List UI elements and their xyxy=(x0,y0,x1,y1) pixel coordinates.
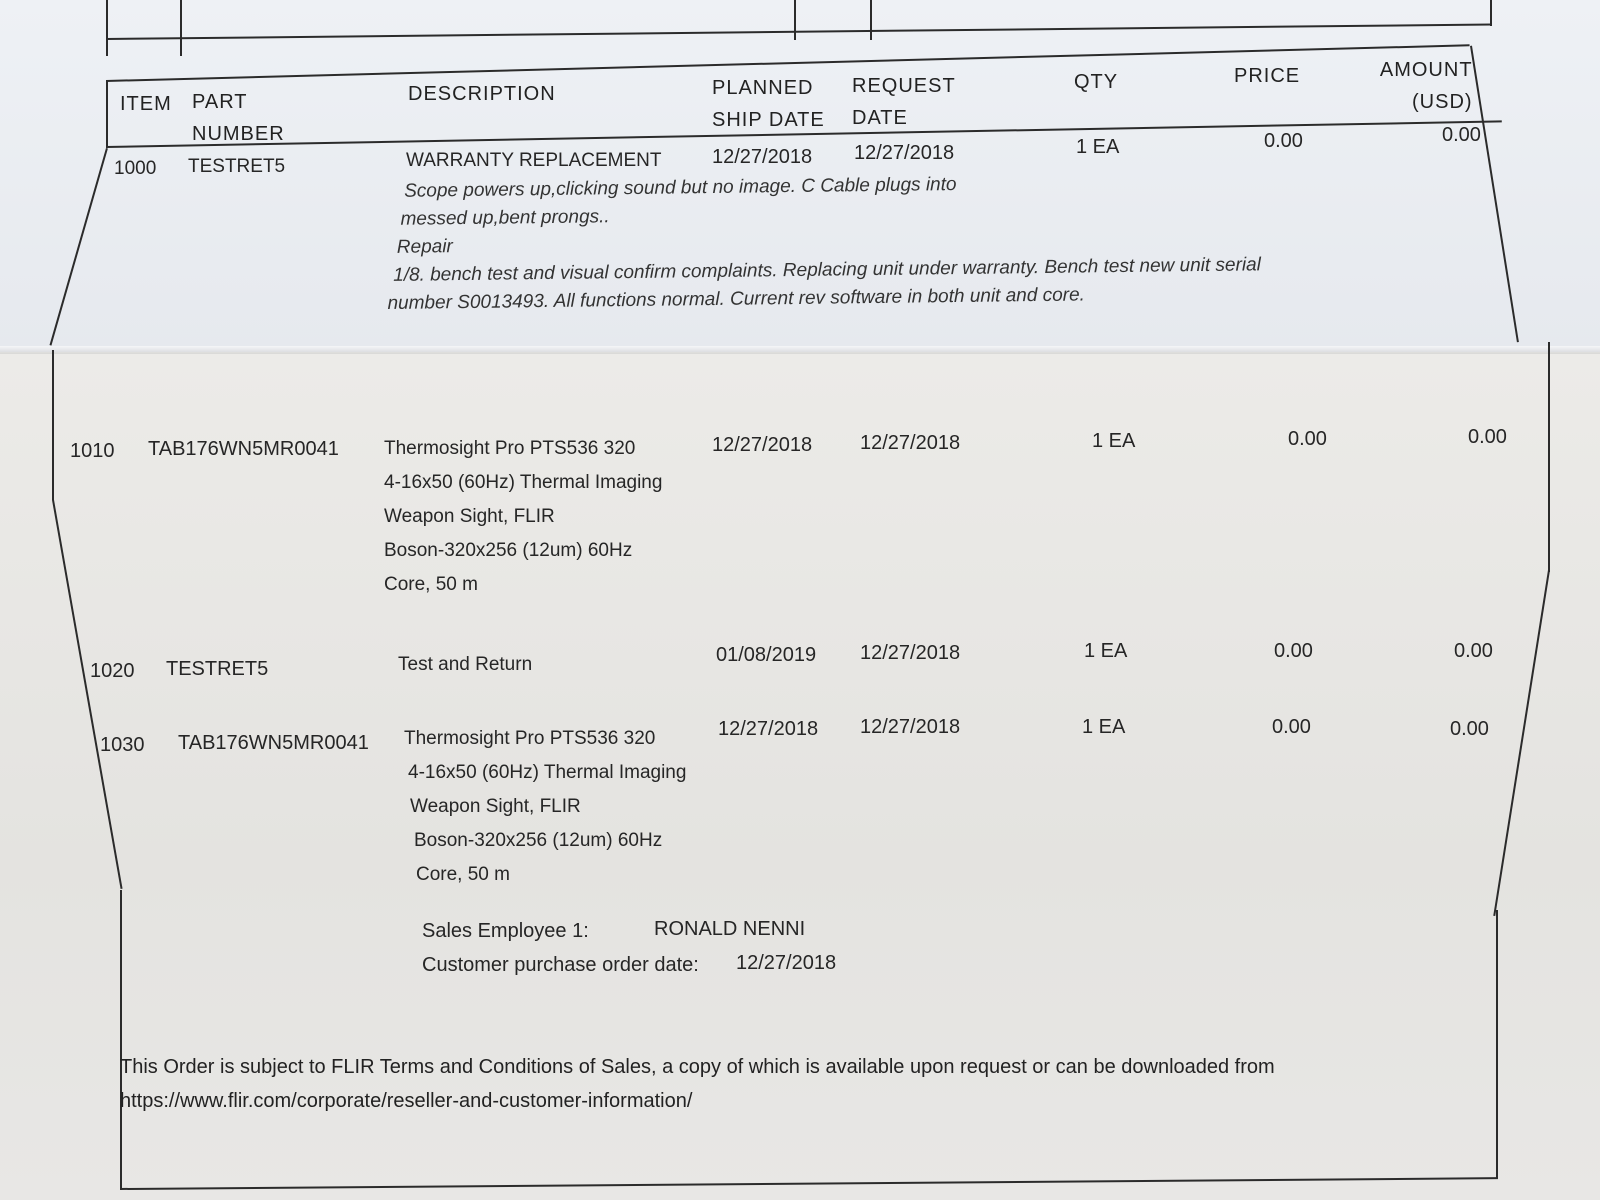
header-planned-ship-date xyxy=(712,72,825,136)
top-box-divider-3 xyxy=(870,0,872,40)
table-left-border-mid xyxy=(52,350,54,500)
row-part-number: TESTRET5 xyxy=(166,658,269,680)
table-left-border-bottom xyxy=(120,890,122,1190)
row-planned-ship-date: 12/27/2018 xyxy=(712,146,813,168)
desc-line: Weapon Sight, FLIR xyxy=(410,796,581,817)
desc-line: Boson-320x256 (12um) 60Hz xyxy=(384,540,633,561)
row-request-date: 12/27/2018 xyxy=(854,142,955,164)
row-description xyxy=(384,432,662,602)
row-item: 1020 xyxy=(90,660,135,682)
desc-line: 4-16x50 (60Hz) Thermal Imaging xyxy=(384,472,663,493)
terms-and-conditions xyxy=(120,1050,1275,1118)
top-box-divider-2 xyxy=(794,0,796,40)
po-date-label: Customer purchase order date: xyxy=(422,954,699,976)
note-line: messed up,bent prongs.. xyxy=(400,206,610,230)
row-item: 1030 xyxy=(100,734,145,756)
row-amount: 0.00 xyxy=(1442,124,1481,146)
header-qty: QTY xyxy=(1074,71,1119,93)
desc-line: Thermosight Pro PTS536 320 xyxy=(384,438,636,459)
header-amount xyxy=(1378,54,1473,118)
row-price: 0.00 xyxy=(1288,428,1327,450)
header-description: DESCRIPTION xyxy=(408,83,556,105)
header-part-number xyxy=(192,86,285,150)
row-part-number: TAB176WN5MR0041 xyxy=(178,732,369,754)
header-part-line1: PART xyxy=(192,91,248,113)
top-box-right-border xyxy=(1490,0,1492,26)
row-part-number: TESTRET5 xyxy=(188,156,286,177)
row-description: WARRANTY REPLACEMENT xyxy=(406,150,662,171)
row-repair-notes xyxy=(384,167,1261,318)
row-item: 1010 xyxy=(70,440,115,462)
row-amount: 0.00 xyxy=(1450,718,1489,740)
note-line: 1/8. bench test and visual confirm complaints. Replacing unit under warranty. Bench test new unit serial xyxy=(393,254,1262,286)
header-amount-line1: AMOUNT xyxy=(1379,59,1473,81)
po-date-value: 12/27/2018 xyxy=(736,952,837,974)
row-qty: 1 EA xyxy=(1076,136,1120,158)
note-line: Repair xyxy=(396,236,453,258)
header-item: ITEM xyxy=(120,93,172,115)
header-request-date xyxy=(852,70,956,134)
table-right-border-bottom xyxy=(1496,910,1498,1178)
header-price: PRICE xyxy=(1234,65,1301,87)
table-right-border-mid xyxy=(1548,342,1550,572)
row-price: 0.00 xyxy=(1274,640,1313,662)
sales-employee-value: RONALD NENNI xyxy=(654,918,806,940)
row-price: 0.00 xyxy=(1272,716,1311,738)
top-box-left-border xyxy=(106,0,108,56)
row-description xyxy=(404,722,686,892)
desc-line: Core, 50 m xyxy=(416,864,510,885)
row-amount: 0.00 xyxy=(1468,426,1507,448)
row-request-date: 12/27/2018 xyxy=(860,432,961,454)
row-qty: 1 EA xyxy=(1092,430,1136,452)
sales-employee-label: Sales Employee 1: xyxy=(422,920,589,942)
note-line: Scope powers up,clicking sound but no image. C Cable plugs into xyxy=(404,174,957,202)
paper-fold-crease xyxy=(0,346,1600,354)
row-request-date: 12/27/2018 xyxy=(860,716,961,738)
header-amount-line2: (USD) xyxy=(1412,91,1473,113)
terms-url[interactable]: https://www.flir.com/corporate/reseller-and-customer-information/ xyxy=(120,1090,693,1112)
table-left-border-top xyxy=(106,80,108,148)
row-planned-ship-date: 12/27/2018 xyxy=(718,718,819,740)
row-price: 0.00 xyxy=(1264,130,1303,152)
desc-line: Weapon Sight, FLIR xyxy=(384,506,555,527)
desc-line: Core, 50 m xyxy=(384,574,478,595)
row-description: Test and Return xyxy=(398,654,533,675)
row-qty: 1 EA xyxy=(1082,716,1126,738)
terms-line: This Order is subject to FLIR Terms and Conditions of Sales, a copy of which is available upon request or can be downloaded from xyxy=(120,1056,1275,1078)
header-request-line2: DATE xyxy=(852,107,908,129)
desc-line: 4-16x50 (60Hz) Thermal Imaging xyxy=(408,762,687,783)
row-request-date: 12/27/2018 xyxy=(860,642,961,664)
header-request-line1: REQUEST xyxy=(852,75,956,97)
header-planned-line2: SHIP DATE xyxy=(712,109,825,131)
row-planned-ship-date: 01/08/2019 xyxy=(716,644,817,666)
desc-line: Boson-320x256 (12um) 60Hz xyxy=(414,830,663,851)
header-part-line2: NUMBER xyxy=(192,123,285,145)
desc-line: Thermosight Pro PTS536 320 xyxy=(404,728,656,749)
row-item: 1000 xyxy=(114,158,157,179)
row-planned-ship-date: 12/27/2018 xyxy=(712,434,813,456)
row-part-number: TAB176WN5MR0041 xyxy=(148,438,339,460)
row-qty: 1 EA xyxy=(1084,640,1128,662)
top-box-divider-1 xyxy=(180,0,182,56)
row-amount: 0.00 xyxy=(1454,640,1493,662)
header-planned-line1: PLANNED xyxy=(712,77,814,99)
note-line: number S0013493. All functions normal. Current rev software in both unit and core. xyxy=(387,284,1086,314)
